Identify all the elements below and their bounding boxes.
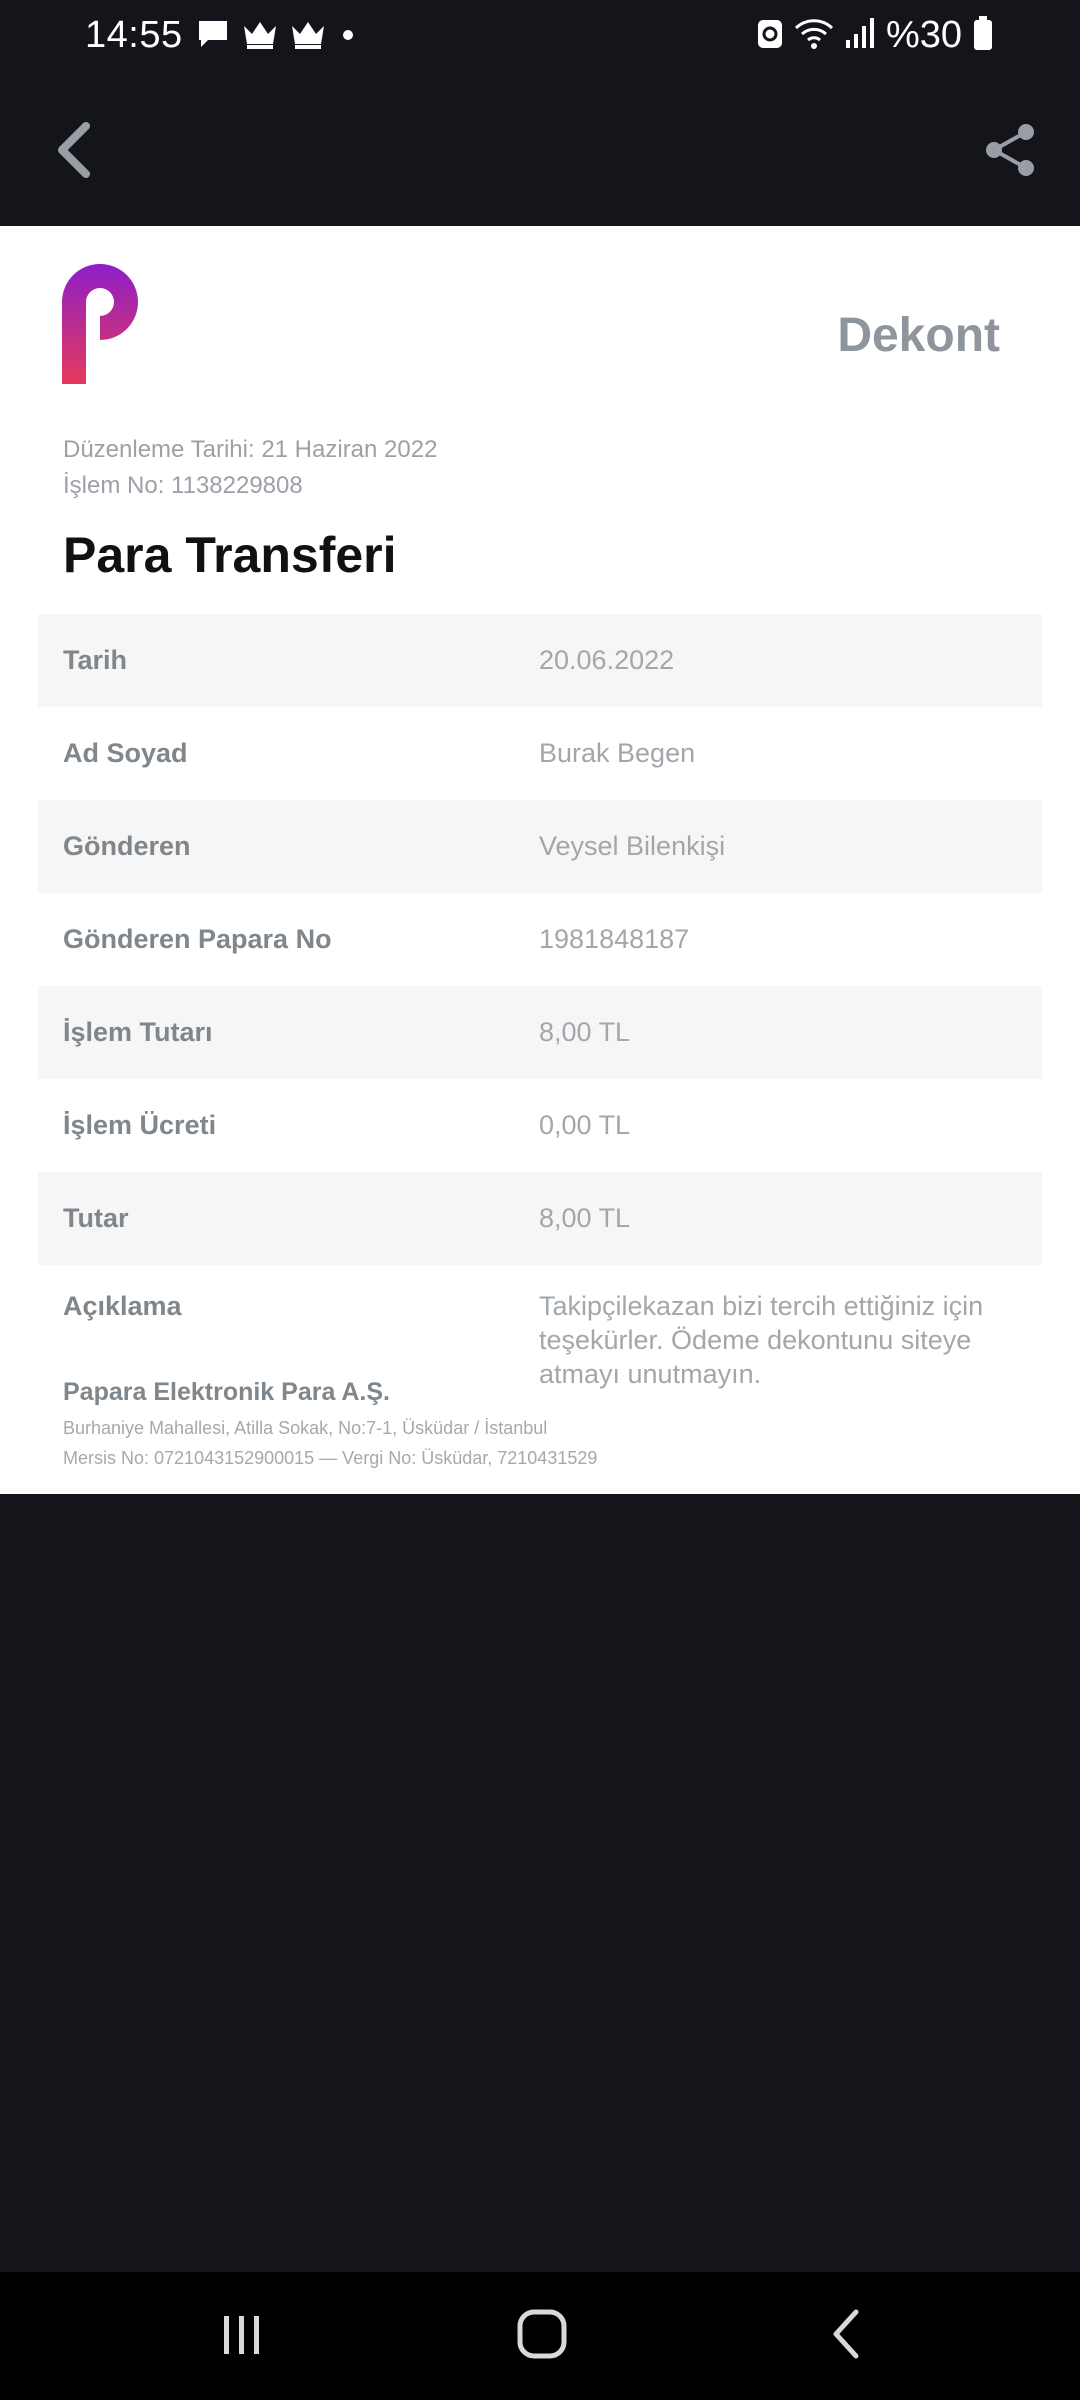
company-registry: Mersis No: 0721043152900015 — Vergi No: Üsküdar, 7210431529 (63, 1448, 598, 1468)
row-value: Takipçilekazan bizi tercih ettiğiniz için teşekürler. Ödeme dekontunu siteye atmayı unutmayın. (539, 1291, 984, 1389)
row-value: Burak Begen (539, 738, 696, 768)
row-value: 0,00 TL (539, 1110, 631, 1140)
table-row (38, 986, 1042, 1079)
recent-apps-icon (218, 2310, 266, 2363)
table-row (38, 800, 1042, 893)
receipt-meta (63, 432, 437, 504)
share-icon (982, 122, 1038, 183)
company-address: Burhaniye Mahallesi, Atilla Sokak, No:7-1, Üsküdar / İstanbul (63, 1418, 548, 1438)
crown-icon (290, 18, 326, 55)
table-row (38, 1172, 1042, 1265)
document-title: Dekont (837, 309, 1000, 362)
home-button[interactable] (502, 2302, 582, 2370)
share-button[interactable] (974, 116, 1046, 188)
status-time: 14:55 (85, 14, 183, 56)
receipt-card (0, 226, 1080, 1494)
section-title: Para Transferi (63, 527, 397, 583)
table-row (38, 893, 1042, 986)
table-row (38, 707, 1042, 800)
row-value: 8,00 TL (539, 1203, 631, 1233)
recent-apps-button[interactable] (202, 2302, 282, 2370)
status-bar (0, 0, 1080, 78)
back-arrow-icon (826, 2308, 866, 2365)
row-label: Açıklama (63, 1291, 182, 1321)
system-nav-bar (0, 2272, 1080, 2400)
chat-icon (196, 18, 230, 55)
details-table (38, 614, 1042, 1391)
table-row (38, 614, 1042, 707)
crown-icon (242, 18, 278, 55)
issue-date: Düzenleme Tarihi: 21 Haziran 2022 (63, 436, 438, 463)
back-button[interactable] (44, 116, 104, 188)
table-row (38, 1079, 1042, 1172)
row-label: Tarih (63, 645, 128, 675)
chevron-left-icon (54, 122, 94, 183)
row-label: Gönderen (63, 831, 191, 861)
papara-logo (62, 264, 138, 384)
system-back-button[interactable] (806, 2302, 886, 2370)
row-value: 20.06.2022 (539, 645, 675, 675)
row-label: İşlem Tutarı (63, 1017, 213, 1047)
wifi-icon (794, 16, 834, 55)
dot-icon (338, 18, 358, 55)
battery-percent: %30 (885, 14, 962, 56)
row-label: Gönderen Papara No (63, 924, 332, 954)
battery-icon (972, 15, 994, 56)
row-value: 8,00 TL (539, 1017, 631, 1047)
recycle-icon (756, 16, 784, 55)
company-name: Papara Elektronik Para A.Ş. (63, 1378, 391, 1406)
transaction-number: İşlem No: 1138229808 (63, 472, 303, 499)
company-info (63, 1378, 597, 1473)
home-icon (516, 2308, 568, 2365)
row-label: Tutar (63, 1203, 129, 1233)
top-app-bar (0, 78, 1080, 226)
row-label: İşlem Ücreti (63, 1110, 217, 1140)
table-row (38, 1265, 1042, 1391)
row-label: Ad Soyad (63, 738, 188, 768)
row-value: 1981848187 (539, 924, 690, 954)
signal-icon (844, 16, 876, 55)
row-value: Veysel Bilenkişi (539, 831, 726, 861)
